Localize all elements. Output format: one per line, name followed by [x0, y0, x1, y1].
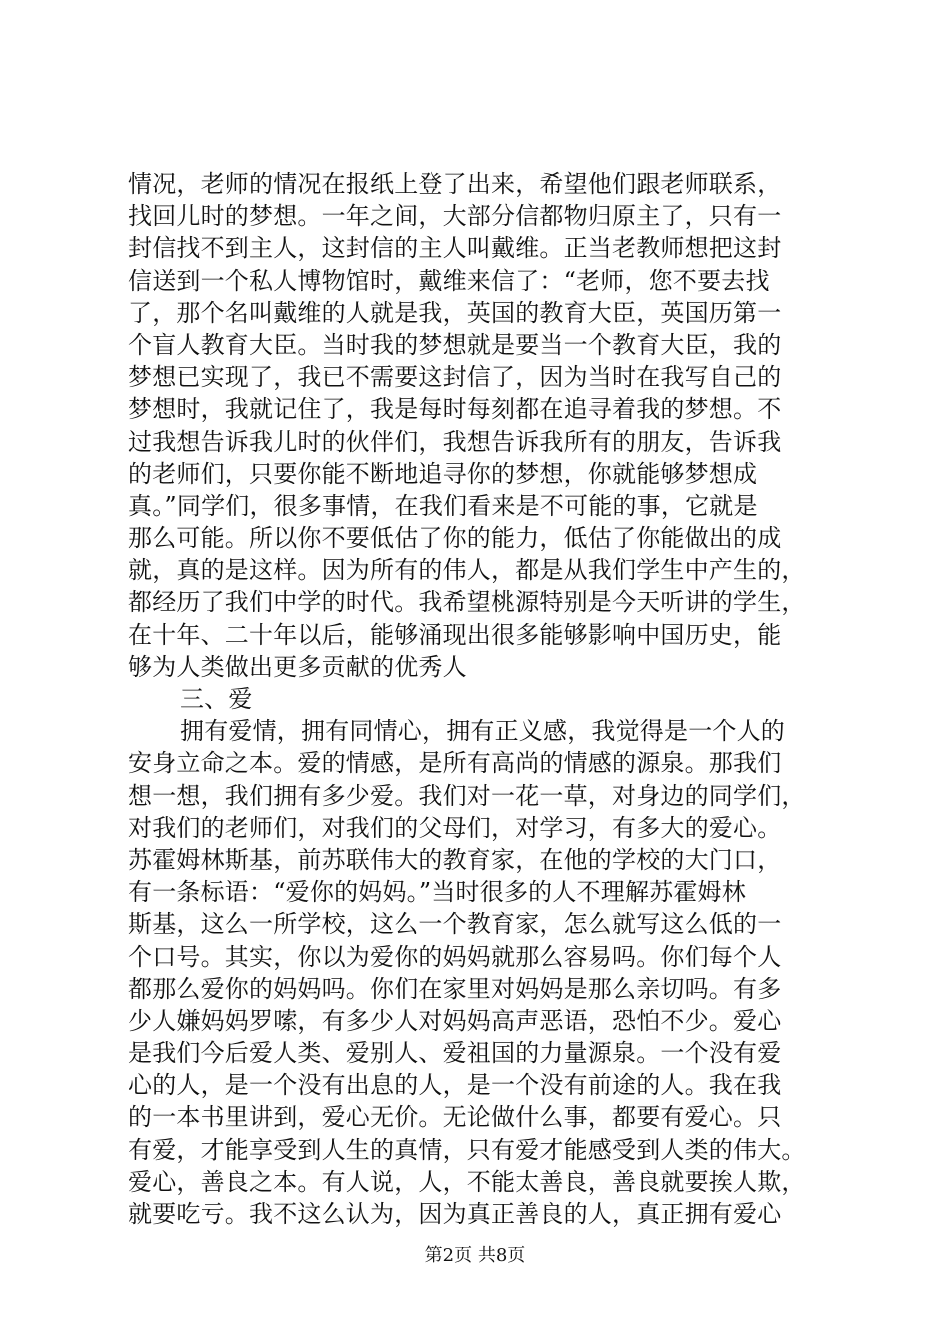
text-line: 苏霍姆林斯基，前苏联伟大的教育家，在他的学校的大门口， [128, 845, 782, 874]
text-line: 有爱，才能享受到人生的真情，只有爱才能感受到人类的伟大。 [128, 1135, 806, 1164]
text-line: 了，那个名叫戴维的人就是我，英国的教育大臣，英国历第一 [128, 298, 782, 327]
text-line: 都那么爱你的妈妈吗。你们在家里对妈妈是那么亲切吗。有多 [128, 974, 782, 1003]
text-line: 情况，老师的情况在报纸上登了出来，希望他们跟老师联系， [128, 170, 782, 198]
text-line: 找回儿时的梦想。一年之间，大部分信都物归原主了，只有一 [128, 202, 782, 231]
text-line: 的老师们，只要你能不断地追寻你的梦想，你就能够梦想成 [128, 459, 758, 488]
text-line: 信送到一个私人博物馆时，戴维来信了：“老师，您不要去找 [128, 266, 770, 295]
text-line: 安身立命之本。爱的情感，是所有高尚的情感的源泉。那我们 [128, 749, 782, 778]
page-number-footer: 第2页 共8页 [424, 1245, 526, 1266]
text-line: 过我想告诉我儿时的伙伴们，我想告诉我所有的朋友，告诉我 [128, 427, 782, 456]
text-line: 就，真的是这样。因为所有的伟人，都是从我们学生中产生的， [128, 556, 806, 585]
text-line: 想一想，我们拥有多少爱。我们对一花一草，对身边的同学们， [128, 781, 806, 810]
paragraph-1 [128, 168, 836, 683]
text-line: 拥有爱情，拥有同情心，拥有正义感，我觉得是一个人的 [180, 717, 785, 746]
text-line: 梦想已实现了，我已不需要这封信了，因为当时在我写自己的 [128, 363, 782, 392]
body-text [128, 168, 836, 1230]
text-line: 爱心，善良之本。有人说，人，不能太善良，善良就要挨人欺， [128, 1167, 806, 1196]
text-line: 个口号。其实，你以为爱你的妈妈就那么容易吗。你们每个人 [128, 942, 782, 971]
text-line: 的一本书里讲到，爱心无价。无论做什么事，都要有爱心。只 [128, 1103, 782, 1132]
text-line: 在十年、二十年以后，能够涌现出很多能够影响中国历史，能 [128, 620, 782, 649]
text-line: 个盲人教育大臣。当时我的梦想就是要当一个教育大臣，我的 [128, 330, 782, 359]
text-line: 那么可能。所以你不要低估了你的能力，低估了你能做出的成 [128, 524, 782, 553]
section-heading: 三、爱 [180, 685, 253, 713]
text-line: 对我们的老师们，对我们的父母们，对学习，有多大的爱心。 [128, 813, 782, 842]
text-line: 心的人，是一个没有出息的人，是一个没有前途的人。我在我 [128, 1071, 782, 1100]
text-line: 封信找不到主人，这封信的主人叫戴维。正当老教师想把这封 [128, 234, 782, 263]
text-line: 真。”同学们，很多事情，在我们看来是不可能的事，它就是 [128, 491, 758, 520]
paragraph-2 [128, 715, 836, 1230]
text-line: 少人嫌妈妈罗嗦，有多少人对妈妈高声恶语，恐怕不少。爱心 [128, 1006, 782, 1035]
text-line: 是我们今后爱人类、爱别人、爱祖国的力量源泉。一个没有爱 [128, 1039, 782, 1068]
text-line: 就要吃亏。我不这么认为，因为真正善良的人，真正拥有爱心 [128, 1200, 782, 1228]
text-line: 梦想时，我就记住了，我是每时每刻都在追寻着我的梦想。不 [128, 395, 782, 424]
text-line: 斯基，这么一所学校，这么一个教育家，怎么就写这么低的一 [128, 910, 782, 939]
text-line: 够为人类做出更多贡献的优秀人 [128, 652, 467, 681]
text-line: 有一条标语：“爱你的妈妈。”当时很多的人不理解苏霍姆林 [128, 878, 746, 907]
text-line: 都经历了我们中学的时代。我希望桃源特别是今天听讲的学生， [128, 588, 806, 617]
